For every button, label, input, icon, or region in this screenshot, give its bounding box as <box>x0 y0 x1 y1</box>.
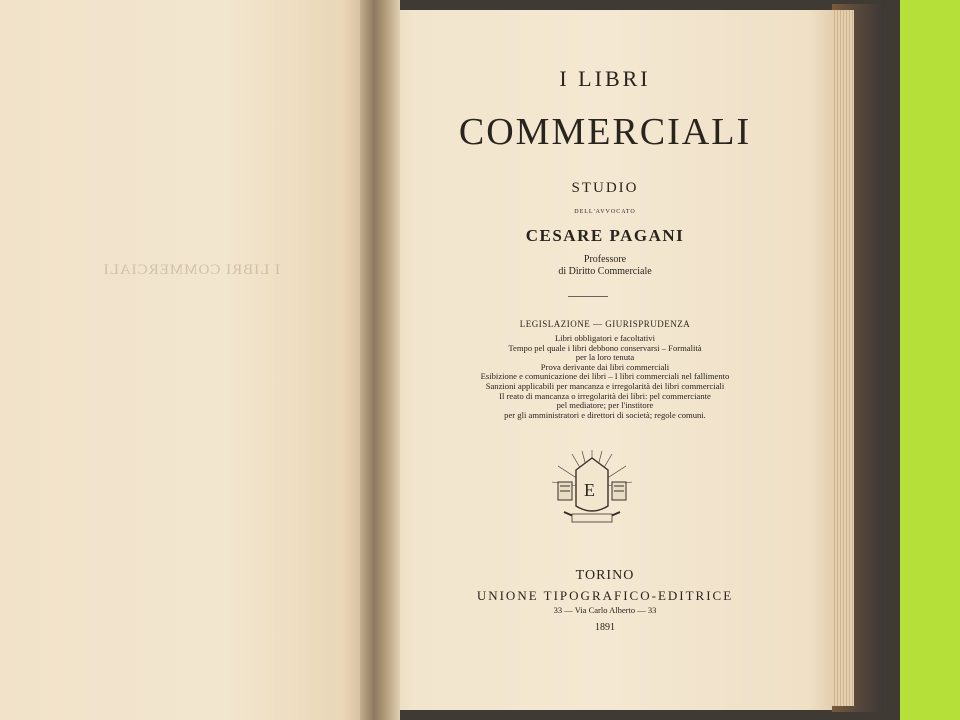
contents-list <box>378 334 832 420</box>
contents-line: Libri obbligatori e facoltativi <box>555 333 655 343</box>
svg-text:E: E <box>584 480 595 500</box>
publisher-address: 33 — Via Carlo Alberto — 33 <box>553 605 657 615</box>
author-role-line-2: di Diritto Commerciale <box>558 266 652 277</box>
divider-rule <box>568 296 608 297</box>
author-role-line-1: Professore <box>583 254 627 265</box>
publisher-city: TORINO <box>575 568 635 583</box>
contents-line: Sanzioni applicabili per mancanza e irregolarità dei libri commerciali <box>485 380 725 391</box>
left-page-showthrough-text: I LIBRI COMMERCIALI <box>102 262 280 278</box>
author-name: CESARE PAGANI <box>525 226 685 245</box>
publication-year: 1891 <box>595 622 615 633</box>
left-page <box>0 0 372 720</box>
contents-line: pel mediatore; per l'institore <box>556 400 654 411</box>
section-header: LEGISLAZIONE — GIURISPRUDENZA <box>519 319 691 329</box>
author-prefix: DELL'AVVOCATO <box>574 209 636 215</box>
subtitle: STUDIO <box>571 180 639 196</box>
publisher-name: UNIONE TIPOGRAFICO-EDITRICE <box>476 588 734 603</box>
contents-line: Tempo pel quale i libri debbono conservarsi – Formalità <box>508 342 702 353</box>
title-line-2: COMMERCIALI <box>458 111 752 153</box>
contents-line: per gli amministratori e direttori di società; regole comuni. <box>504 409 706 420</box>
title-line-1: I LIBRI <box>559 66 651 91</box>
contents-line: Il reato di mancanza o irregolarità dei libri: pel commerciante <box>499 390 711 401</box>
publisher-emblem-icon <box>550 448 634 530</box>
contents-line: Prova derivante dai libri commerciali <box>540 361 670 372</box>
contents-line: per la loro tenuta <box>575 352 635 363</box>
contents-line: Esibizione e comunicazione dei libri – I libri commerciali nel fallimento <box>480 371 730 382</box>
